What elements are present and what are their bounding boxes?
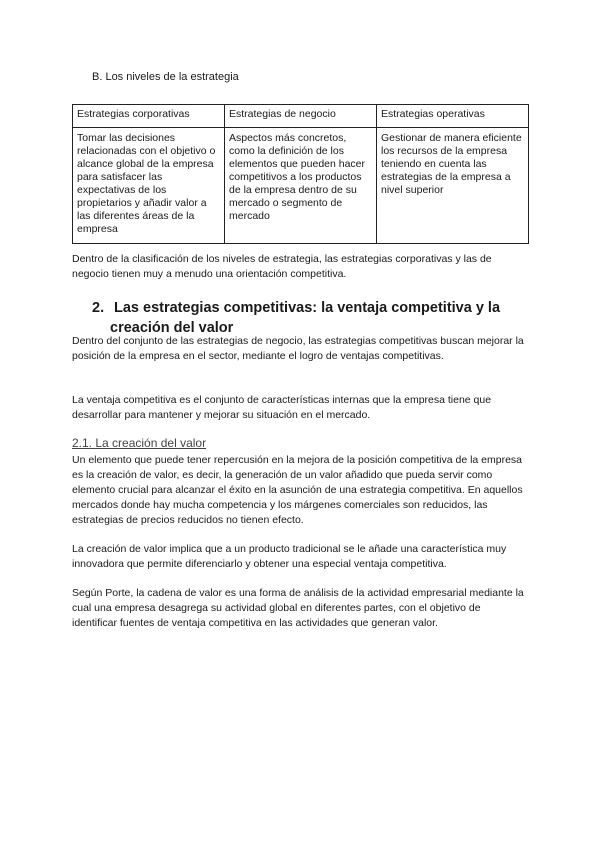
table-cell: Tomar las decisiones relacionadas con el objetivo o alcance global de la empresa para satisfacer las expectativas de los propietarios y añadir valor a las diferentes áreas de la empresa: [73, 128, 225, 244]
table-row: [73, 128, 529, 244]
section-2-heading-line1: Las estrategias competitivas: la ventaja competitiva y la: [114, 300, 501, 316]
paragraph-competitive-advantage: La ventaja competitiva es el conjunto de características internas que la empresa tiene que desarrollar para mantener y mejorar su situación en el mercado.: [72, 394, 492, 421]
section-2-heading-line2: creación del valor: [110, 320, 234, 336]
table-cell: Aspectos más concretos, como la definición de los elementos que pueden hacer competitivos a los productos de la empresa dentro de su mercado o segmento de mercado: [225, 128, 377, 244]
section-2-heading: [92, 298, 532, 338]
table-header-cell: Estrategias operativas: [377, 105, 529, 128]
section-2-number: 2.: [92, 300, 105, 316]
paragraph-competitive-strategies: Dentro del conjunto de las estrategias de negocio, las estrategias competitivas buscan mejorar la posición de la empresa en el sector, mediante el logro de ventajas competitivas.: [72, 335, 524, 362]
table-header-cell: Estrategias corporativas: [73, 105, 225, 128]
paragraph-value-chain: Según Porte, la cadena de valor es una forma de análisis de la actividad empresarial mediante la cual una empresa desagrega su actividad global en diferentes partes, con el objetivo de identificar fuentes de ventaja competitiva en las actividades que generan valor.: [72, 587, 524, 629]
table-header-cell: Estrategias de negocio: [225, 105, 377, 128]
strategy-levels-table: [72, 104, 529, 244]
paragraph-value-creation: Un elemento que puede tener repercusión en la mejora de la posición competitiva de la empresa es la creación de valor, es decir, la generación de un valor añadido que pueda servir como elemento crucial para alcanzar el éxito en la asunción de una estrategia competitiva. En aquellos mercados donde hay mucha competencia y los márgenes comerciales son reducidos, las estrategias de precios reducidos no tienen efecto.: [72, 454, 523, 526]
intro-paragraph: Dentro de la clasificación de los niveles de estrategia, las estrategias corporativas y las de negocio tienen muy a menudo una orientación competitiva.: [72, 253, 492, 280]
table-cell: Gestionar de manera eficiente los recursos de la empresa teniendo en cuenta las estrategias de la empresa a nivel superior: [377, 128, 529, 244]
subsection-heading: 2.1. La creación del valor: [72, 436, 207, 450]
section-b-title: B. Los niveles de la estrategia: [92, 71, 239, 83]
paragraph-value-innovation: La creación de valor implica que a un producto tradicional se le añade una característica muy innovadora que permite diferenciarlo y obtener una especial ventaja competitiva.: [72, 543, 507, 570]
table-header-row: [73, 105, 529, 128]
